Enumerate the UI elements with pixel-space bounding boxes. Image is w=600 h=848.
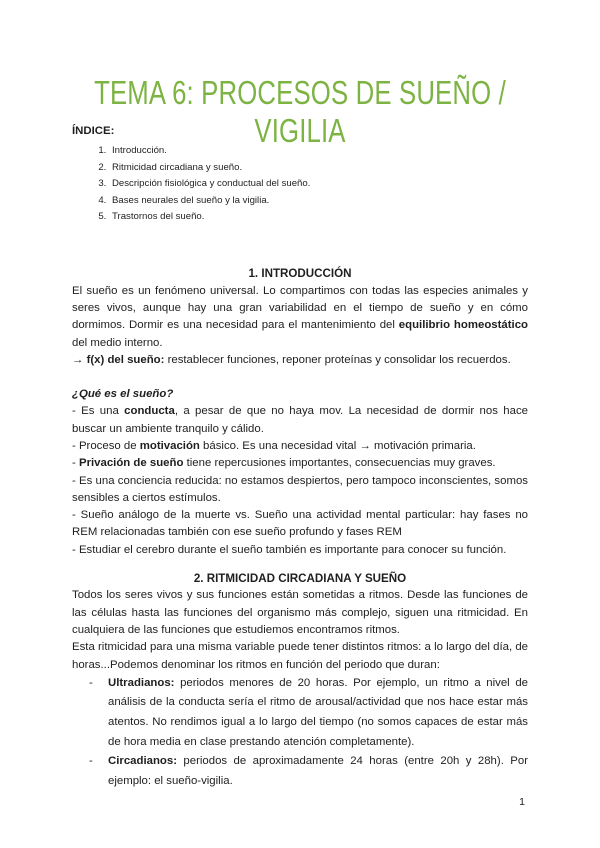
- list-item: - Ultradianos: periodos menores de 20 horas. Por ejemplo, un ritmo a nivel de análisis de la conducta sería el ritmo de arousal/actividad que nos hace estar más atentos. No rendimos igual a lo largo del tiempo (no somos capaces de estar más de hora media en clase prestando atención completamente).: [108, 674, 528, 752]
- definition-line: - Es una conciencia reducida: no estamos despiertos, pero tampoco inconscientes, somos sensibles a ciertos estímulos.: [72, 474, 528, 504]
- index-heading: ÍNDICE:: [72, 125, 115, 137]
- section-1-heading: 1. INTRODUCCIÓN: [248, 267, 352, 281]
- question-heading: ¿Qué es el sueño?: [72, 388, 174, 401]
- definition-line: - Privación de sueño tiene repercusiones importantes, consecuencias muy graves.: [72, 457, 496, 470]
- definition-line: - Proceso de motivación básico. Es una necesidad vital → motivación primaria.: [72, 440, 476, 452]
- index-item: 2. Ritmicidad circadiana y sueño.: [109, 160, 528, 176]
- index-item: 1. Introducción.: [109, 143, 528, 159]
- document-body: [72, 123, 528, 791]
- index-list: [72, 143, 528, 225]
- section-2-heading: 2. RITMICIDAD CIRCADIANA Y SUEÑO: [193, 572, 407, 586]
- index-item: 4. Bases neurales del sueño y la vigilia.: [109, 193, 528, 209]
- rhythm-paragraph: Esta ritmicidad para una misma variable puede tener distintos ritmos: a lo largo del día, de horas...Podemos denominar los ritmos en función del periodo que duran:: [72, 641, 528, 671]
- rhythm-paragraph: Todos los seres vivos y sus funciones están sometidas a ritmos. Desde las funciones de las células hasta las funciones del organismo más complejo, siguen una ritmicidad. En cualquiera de las funciones que estudiemos encontramos ritmos.: [72, 589, 528, 636]
- definition-line: - Es una conducta, a pesar de que no haya mov. La necesidad de dormir nos hace buscar un ambiente tranquilo y cálido.: [72, 405, 528, 435]
- document-title: TEMA 6: PROCESOS DE SUEÑO / VIGILIA: [94, 74, 506, 149]
- definition-line: - Estudiar el cerebro durante el sueño también es importante para conocer su función.: [72, 543, 507, 556]
- sleep-function-line: → f(x) del sueño: restablecer funciones, reponer proteínas y consolidar los recuerdos.: [72, 353, 511, 366]
- index-item: 3. Descripción fisiológica y conductual del sueño.: [109, 176, 528, 192]
- index-item: 5. Trastornos del sueño.: [109, 209, 528, 225]
- definition-line: - Sueño análogo de la muerte vs. Sueño una actividad mental particular: hay fases no REM relacionadas también con ese sueño profundo y fases REM: [72, 509, 528, 539]
- list-item: - Circadianos: periodos de aproximadamente 24 horas (entre 20h y 28h). Por ejemplo: el sueño-vigilia.: [108, 752, 528, 791]
- intro-paragraph: El sueño es un fenómeno universal. Lo compartimos con todas las especies animales y seres vivos, aunque hay una gran variabilidad en el tiempo de sueño y en cómo dormimos. Dormir es una necesidad para el mantenimiento del equilibrio homeostático del medio interno.: [72, 284, 528, 349]
- rhythm-types-list: [72, 674, 528, 792]
- page-number: 1: [519, 796, 525, 808]
